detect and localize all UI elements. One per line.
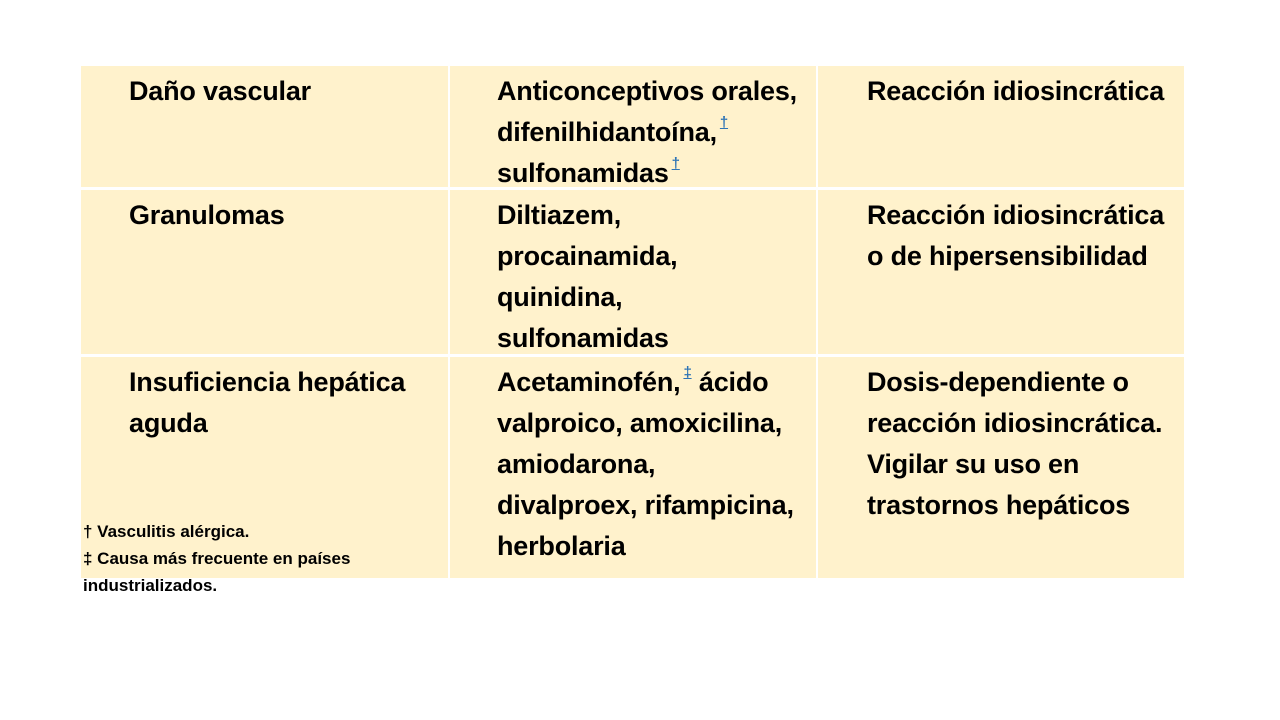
- footnote-double-dagger: ‡ Causa más frecuente en países industrializados.: [83, 549, 351, 595]
- table-cell-effect: [81, 357, 448, 595]
- drugs-text: Diltiazem, procainamida, quinidina, sulfonamidas: [497, 200, 678, 353]
- drugs-text: [497, 71, 816, 194]
- drugs-text: [497, 362, 816, 567]
- effect-text: Insuficiencia hepática aguda: [129, 367, 406, 438]
- table-cell-effect: [81, 190, 448, 354]
- mechanism-text: Reacción idiosincrática: [867, 76, 1165, 106]
- drug-liver-injury-table: [81, 66, 1184, 595]
- table-row: [81, 66, 1184, 187]
- mechanism-text: Dosis-dependiente o reacción idiosincrática. Vigilar su uso en trastornos hepáticos: [867, 367, 1163, 520]
- table-cell-drugs: [450, 66, 816, 187]
- drugs-text-part: sulfonamidas: [497, 158, 669, 188]
- effect-text: Granulomas: [129, 200, 285, 230]
- footnote-link-dagger[interactable]: †: [719, 114, 729, 131]
- drugs-text-part: ácido valproico, amoxicilina, amiodarona, divalproex, rifampicina, herbolaria: [497, 367, 794, 561]
- mechanism-text: Reacción idiosincrática o de hipersensibilidad: [867, 200, 1165, 271]
- table-cell-mechanism: [818, 357, 1184, 578]
- table-cell-mechanism: [818, 66, 1184, 187]
- footnote-link-double-dagger[interactable]: ‡: [683, 364, 692, 381]
- table-cell-mechanism: [818, 190, 1184, 354]
- footnotes: [83, 518, 443, 599]
- table-cell-effect: [81, 66, 448, 187]
- drugs-text-part: Acetaminofén,: [497, 367, 681, 397]
- effect-text: Daño vascular: [129, 76, 311, 106]
- table-cell-drugs: [450, 357, 816, 578]
- drugs-text-part: Anticonceptivos orales, difenilhidantoína,: [497, 76, 797, 147]
- table-cell-drugs: [450, 190, 816, 354]
- footnote-dagger: † Vasculitis alérgica.: [83, 522, 250, 541]
- table-row: [81, 357, 1184, 595]
- table-row: [81, 190, 1184, 354]
- footnote-link-dagger[interactable]: †: [671, 155, 680, 172]
